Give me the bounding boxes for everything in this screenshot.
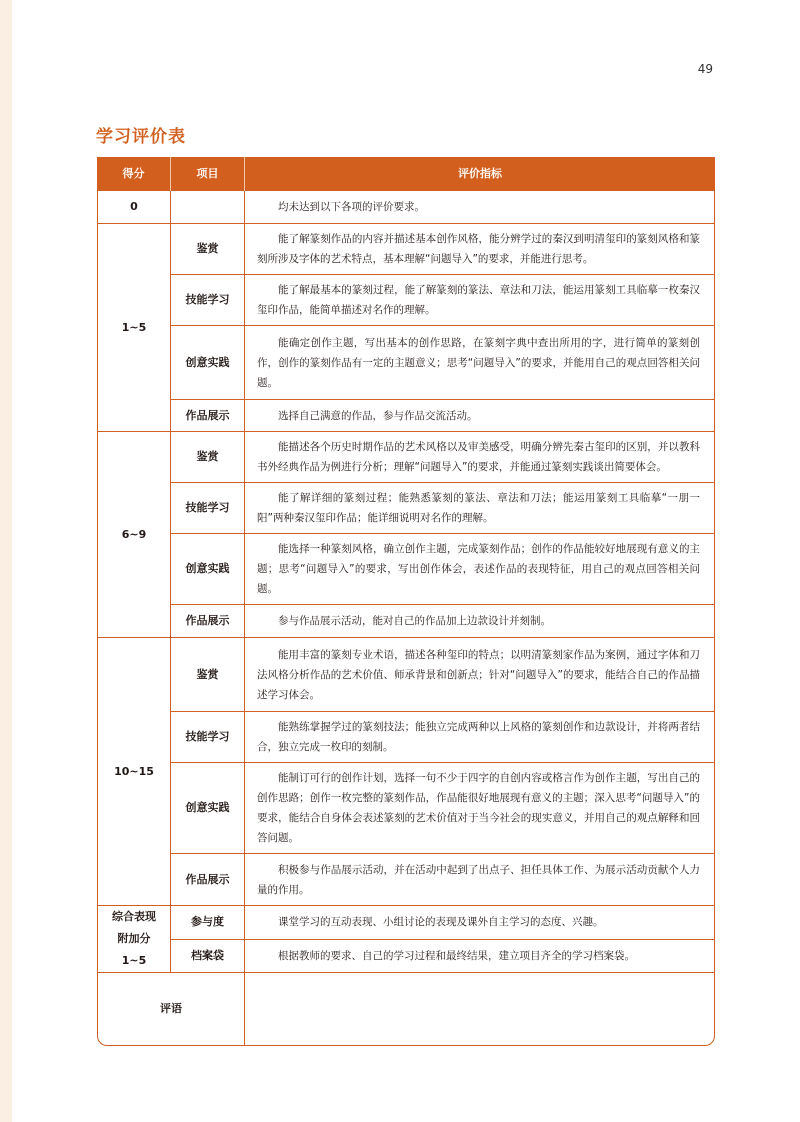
comment-row — [97, 973, 715, 1046]
criteria-text: 选择自己满意的作品，参与作品交流活动。 — [278, 409, 478, 422]
page-number: 49 — [697, 62, 713, 76]
table-row — [97, 712, 715, 763]
criteria-cell — [245, 534, 715, 605]
criteria-text: 积极参与作品展示活动，并在活动中起到了出点子、担任具体工作、为展示活动贡献个人力量的作用。 — [257, 863, 700, 896]
item-cell: 鉴赏 — [171, 638, 245, 712]
table-row — [97, 432, 715, 483]
header-item: 项目 — [171, 157, 245, 191]
item-cell: 技能学习 — [171, 275, 245, 326]
criteria-text: 能制订可行的创作计划，选择一句不少于四字的自创内容或格言作为创作主题，写出自己的创作思路；创作一枚完整的篆刻作品，作品能很好地展现有意义的主题；深入思考“问题导入”的要求，能结合自身体会表述篆刻的艺术价值对于当今社会的现实意义，并用自己的观点解释和回答问题。 — [257, 772, 700, 844]
item-cell: 作品展示 — [171, 605, 245, 638]
criteria-cell — [245, 854, 715, 906]
criteria-cell — [245, 940, 715, 974]
criteria-cell — [245, 712, 715, 763]
criteria-text: 能了解详细的篆刻过程；能熟悉篆刻的篆法、章法和刀法；能运用篆刻工具临摹“一朋一阳”两种秦汉玺印作品；能详细说明对名作的理解。 — [257, 492, 700, 524]
criteria-cell — [245, 224, 715, 275]
criteria-text: 能了解篆刻作品的内容并描述基本创作风格，能分辨学过的秦汉到明清玺印的篆刻风格和篆刻所涉及字体的艺术特点，基本理解“问题导入”的要求，并能进行思考。 — [257, 233, 700, 265]
table-row — [97, 400, 715, 432]
table-row — [97, 638, 715, 712]
criteria-text: 能熟练掌握学过的篆刻技法；能独立完成两种以上风格的篆刻创作和边款设计，并将两者结合，独立完成一枚印的刻制。 — [257, 721, 700, 753]
criteria-cell — [245, 432, 715, 483]
criteria-cell — [245, 906, 715, 940]
criteria-cell — [245, 483, 715, 534]
criteria-cell — [245, 400, 715, 432]
table-row — [97, 191, 715, 224]
criteria-cell — [245, 605, 715, 638]
criteria-text: 参与作品展示活动，能对自己的作品加上边款设计并刻制。 — [278, 615, 551, 627]
score-cell: 6~9 — [97, 432, 171, 638]
comment-label: 评语 — [97, 973, 245, 1046]
score-cell: 综合表现附加分 1~5 — [97, 906, 171, 973]
table-row — [97, 906, 715, 940]
comment-area[interactable] — [245, 973, 715, 1046]
header-criteria: 评价指标 — [245, 157, 715, 191]
table-row — [97, 534, 715, 605]
score-cell: 1~5 — [97, 224, 171, 432]
table-row — [97, 940, 715, 974]
item-cell: 创意实践 — [171, 326, 245, 400]
criteria-cell — [245, 326, 715, 400]
table-row — [97, 483, 715, 534]
criteria-text: 能描述各个历史时期作品的艺术风格以及审美感受，明确分辨先秦古玺印的区别，并以教科书外经典作品为例进行分析；理解“问题导入”的要求，并能通过篆刻实践谈出简要体会。 — [257, 441, 700, 473]
criteria-text: 课堂学习的互动表现、小组讨论的表现及课外自主学习的态度、兴趣。 — [278, 916, 604, 929]
table-header-row — [97, 157, 715, 191]
item-cell: 创意实践 — [171, 763, 245, 854]
item-cell: 作品展示 — [171, 854, 245, 906]
criteria-text: 能用丰富的篆刻专业术语，描述各种玺印的特点；以明清篆刻家作品为案例，通过字体和刀法风格分析作品的艺术价值、师承背景和创新点；针对“问题导入”的要求，能结合自己的作品描述学习体会。 — [257, 648, 700, 701]
item-cell: 作品展示 — [171, 400, 245, 432]
criteria-cell — [245, 638, 715, 712]
left-margin-strip — [0, 0, 12, 1122]
item-cell: 技能学习 — [171, 483, 245, 534]
score-cell: 10~15 — [97, 638, 171, 906]
criteria-cell — [245, 191, 715, 224]
criteria-text: 能确定创作主题，写出基本的创作思路，在篆刻字典中查出所用的字，进行简单的篆刻创作，创作的篆刻作品有一定的主题意义；思考“问题导入”的要求，并能用自己的观点回答相关问题。 — [257, 336, 700, 389]
table-row — [97, 224, 715, 275]
criteria-text: 均未达到以下各项的评价要求。 — [278, 201, 425, 213]
header-score: 得分 — [97, 157, 171, 191]
criteria-text: 能选择一种篆刻风格，确立创作主题，完成篆刻作品；创作的作品能较好地展现有意义的主题；思考“问题导入”的要求，写出创作体会，表述作品的表现特征，用自己的观点回答相关问题。 — [257, 543, 700, 595]
page-title: 学习评价表 — [96, 127, 186, 147]
item-cell: 参与度 — [171, 906, 245, 940]
item-cell: 档案袋 — [171, 940, 245, 974]
item-cell: 创意实践 — [171, 534, 245, 605]
evaluation-table — [97, 157, 715, 1046]
table-row — [97, 605, 715, 638]
table-row — [97, 275, 715, 326]
table-row — [97, 763, 715, 854]
score-cell: 0 — [97, 191, 171, 224]
item-cell: 鉴赏 — [171, 432, 245, 483]
item-cell: 技能学习 — [171, 712, 245, 763]
criteria-cell — [245, 763, 715, 854]
criteria-text: 根据教师的要求、自己的学习过程和最终结果，建立项目齐全的学习档案袋。 — [278, 949, 635, 962]
item-cell: 鉴赏 — [171, 224, 245, 275]
criteria-text: 能了解最基本的篆刻过程，能了解篆刻的篆法、章法和刀法，能运用篆刻工具临摹一枚秦汉玺印作品，能简单描述对名作的理解。 — [257, 284, 700, 316]
criteria-cell — [245, 275, 715, 326]
item-cell — [171, 191, 245, 224]
table-row — [97, 854, 715, 906]
table-row — [97, 326, 715, 400]
